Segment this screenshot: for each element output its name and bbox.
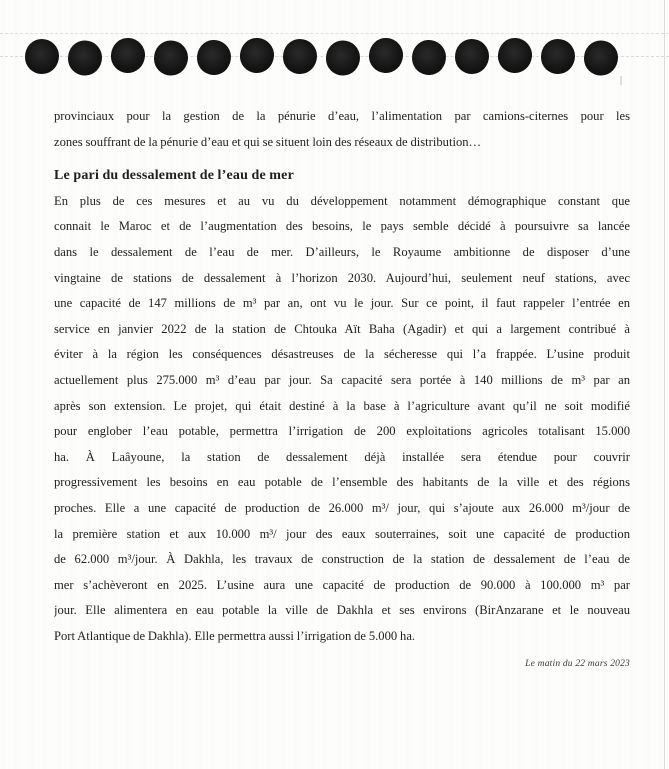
binding-hole-dot — [283, 39, 317, 74]
text-line: mer s’achèveront en 2025. L’usine aura une capacité de production de 90.000 à 100.000 m³ par — [54, 577, 630, 592]
text-line: actuellement plus 275.000 m³ d’eau par jour. Sa capacité sera portée à 140 millions de m³ par an — [54, 372, 630, 387]
binding-hole-dot — [154, 41, 188, 76]
text-line: après son extension. Le projet, qui était destiné à la base à l’agriculture avant qu’il ne soit modifié — [54, 398, 630, 413]
binding-holes-row — [25, 39, 618, 74]
text-line: service en janvier 2022 de la station de Chtouka Aït Baha (Agadir) et qui a largement contribué à — [54, 321, 630, 336]
source-citation: Le matin du 22 mars 2023 — [525, 659, 630, 669]
scan-artifact-speck — [620, 76, 622, 85]
text-line: pour englober l’eau potable, permettra l’irrigation de 200 exploitations agricoles totalisant 15.000 — [54, 424, 630, 439]
binding-hole-dot — [110, 37, 146, 74]
text-line: une capacité de 147 millions de m³ par an, ont vu le jour. Sur ce point, il faut rappeler l’entrée en — [54, 296, 630, 311]
text-line: jour. Elle alimentera en eau potable la ville de Dakhla et ses environs (BirAnzarane et le nouveau — [54, 603, 630, 618]
section-heading: Le pari du dessalement de l’eau de mer — [54, 168, 294, 184]
text-line: connait le Maroc et de l’augmentation des besoins, le pays semble décidé à poursuivre sa lancée — [54, 219, 630, 234]
text-line: proches. Elle a une capacité de production de 26.000 m³/ jour, qui s’ajoute aux 26.000 m³/jour de — [54, 500, 630, 515]
binding-hole-dot — [497, 37, 533, 74]
binding-hole-dot — [368, 37, 404, 74]
body-paragraph — [54, 189, 630, 650]
text-line: ha. À Laâyoune, la station de dessalement déjà installée sera étendue pour couvrir — [54, 449, 630, 464]
binding-hole-dot — [68, 41, 102, 76]
text-line: vingtaine de stations de dessalement à l’horizon 2030. Aujourd’hui, seulement neuf stations, avec — [54, 270, 630, 285]
scan-edge-line — [664, 0, 665, 769]
text-line: Port Atlantique de Dakhla). Elle permettra aussi l’irrigation de 5.000 ha. — [54, 628, 416, 643]
scan-artifact-line-upper — [0, 33, 669, 34]
text-line: dans le dessalement de l’eau de mer. D’ailleurs, le Royaume ambitionne de disposer d’une — [54, 244, 630, 259]
binding-hole-dot — [411, 39, 447, 76]
binding-hole-dot — [541, 39, 575, 74]
binding-hole-dot — [239, 37, 275, 74]
text-line: la première station et aux 10.000 m³/ jour des eaux souterraines, soit une capacité de production — [54, 526, 630, 541]
binding-hole-dot — [584, 41, 618, 76]
binding-hole-dot — [196, 39, 232, 76]
binding-hole-dot — [455, 39, 489, 74]
text-line: En plus de ces mesures et au vu du développement notamment démographique constant que — [54, 193, 630, 208]
binding-hole-dot — [25, 39, 59, 74]
text-line: éviter à la région les conséquences désastreuses de la sécheresse qui l’a frappée. L’usine produit — [54, 347, 630, 362]
article-text-block — [54, 104, 630, 649]
intro-paragraph — [54, 104, 630, 155]
text-line: de 62.000 m³/jour. À Dakhla, les travaux de construction de la station de dessalement de l’eau de — [54, 552, 630, 567]
text-line: provinciaux pour la gestion de la pénurie d’eau, l’alimentation par camions-citernes pour les — [54, 109, 630, 123]
text-line: zones souffrant de la pénurie d’eau et qui se situent loin des réseaux de distribution… — [54, 134, 482, 149]
text-line: progressivement les besoins en eau potable de l’ensemble des habitants de la ville et des régions — [54, 475, 630, 490]
binding-hole-dot — [326, 41, 360, 76]
